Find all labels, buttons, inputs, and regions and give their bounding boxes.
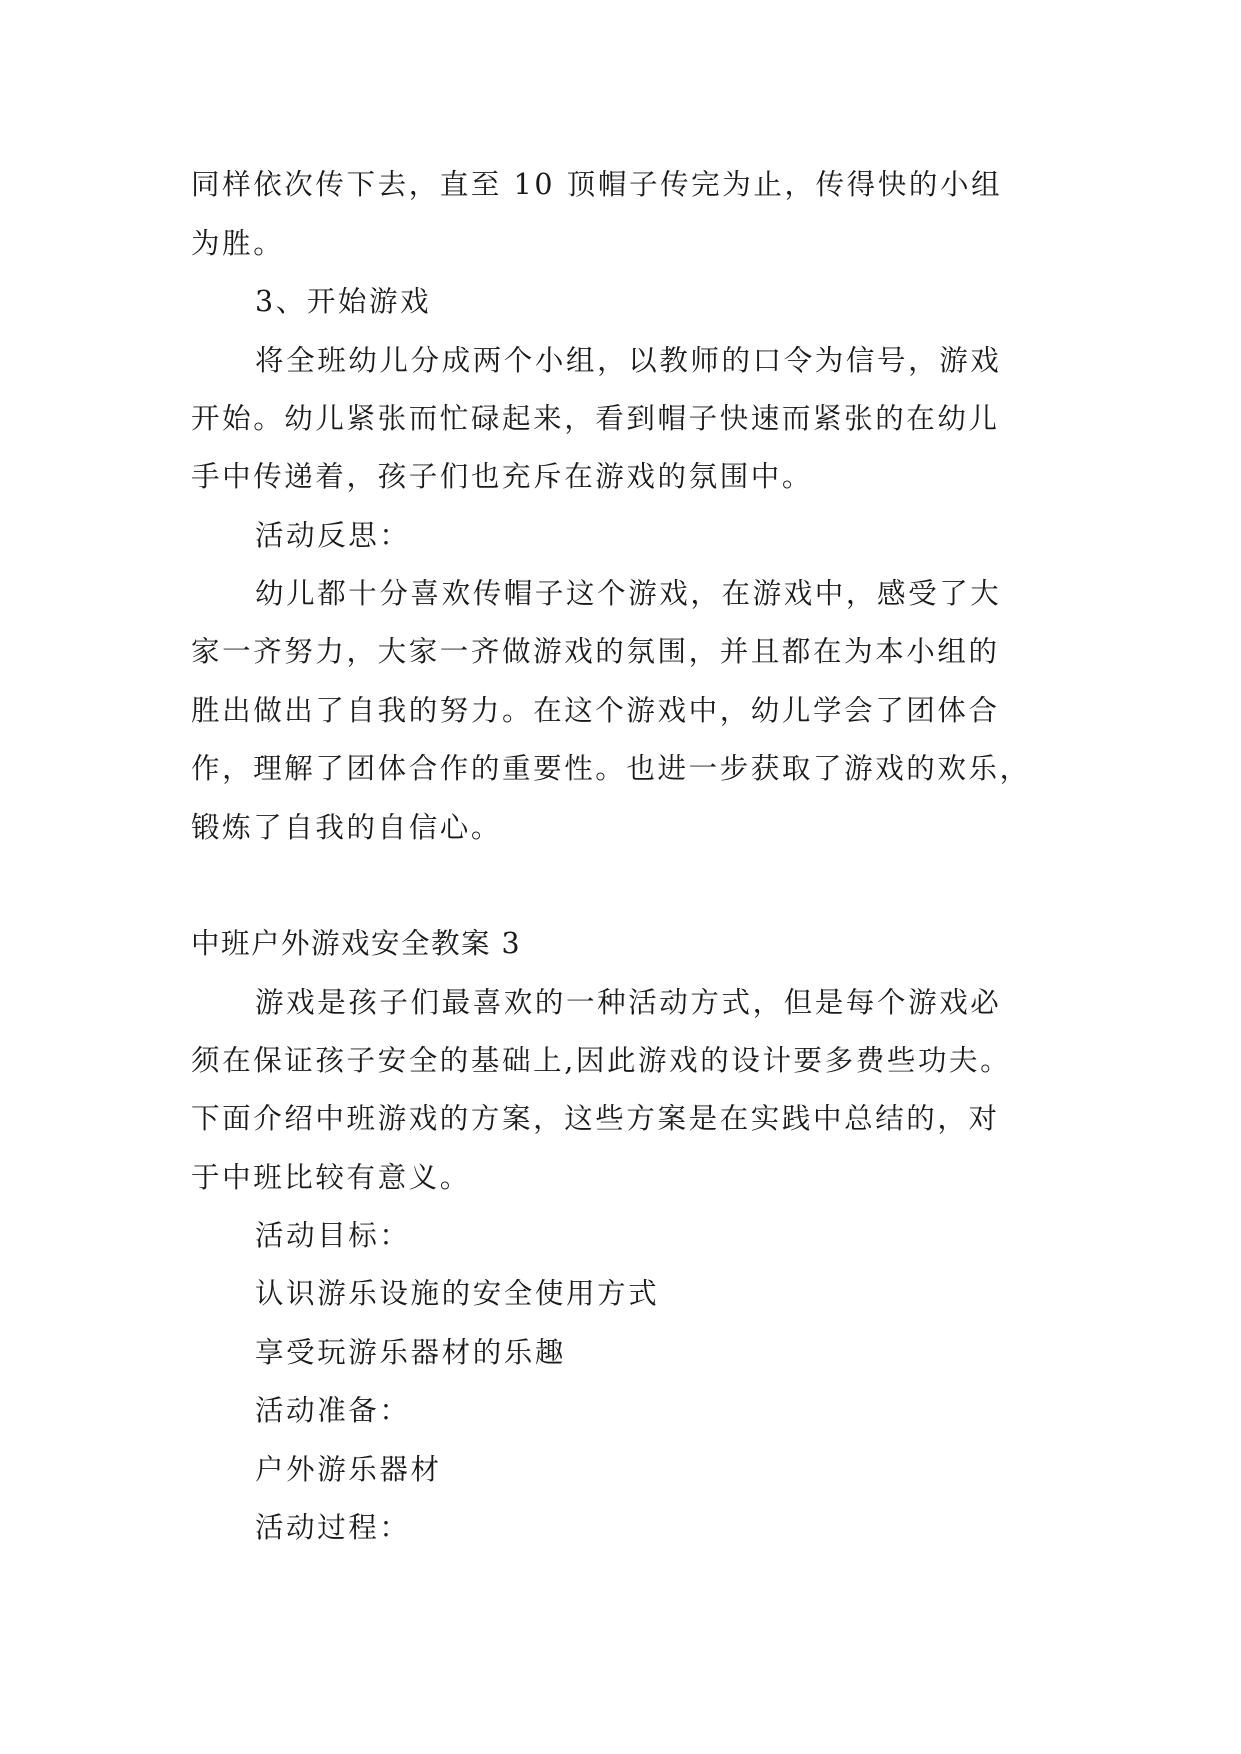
document-title: 中班户外游戏安全教案 3 — [191, 927, 522, 960]
paragraph-line: 同样依次传下去，直至 10 顶帽子传完为止，传得快的小组 — [191, 168, 1003, 201]
section-heading: 3、开始游戏 — [255, 285, 432, 318]
paragraph-line: 手中传递着，孩子们也充斥在游戏的氛围中。 — [191, 460, 814, 493]
paragraph-line: 幼儿都十分喜欢传帽子这个游戏，在游戏中，感受了大 — [255, 577, 1002, 610]
paragraph-line: 于中班比较有意义。 — [191, 1161, 471, 1194]
paragraph-line: 须在保证孩子安全的基础上,因此游戏的设计要多费些功夫。 — [191, 1044, 1012, 1077]
list-item: 认识游乐设施的安全使用方式 — [255, 1277, 660, 1310]
paragraph-line: 游戏是孩子们最喜欢的一种活动方式，但是每个游戏必 — [255, 986, 1002, 1019]
paragraph-line: 锻炼了自我的自信心。 — [191, 811, 503, 844]
paragraph-line: 将全班幼儿分成两个小组，以教师的口令为信号，游戏 — [255, 344, 1002, 377]
paragraph-line: 作，理解了团体合作的重要性。也进一步获取了游戏的欢乐， — [191, 752, 1031, 785]
section-heading: 活动目标： — [255, 1219, 411, 1252]
section-heading: 活动反思： — [255, 519, 411, 552]
paragraph-line: 开始。幼儿紧张而忙碌起来，看到帽子快速而紧张的在幼儿 — [191, 402, 1000, 435]
list-item: 户外游乐器材 — [255, 1453, 442, 1486]
paragraph-line: 下面介绍中班游戏的方案，这些方案是在实践中总结的，对 — [191, 1102, 1000, 1135]
section-heading: 活动过程： — [255, 1511, 411, 1544]
section-heading: 活动准备： — [255, 1394, 411, 1427]
list-item: 享受玩游乐器材的乐趣 — [255, 1336, 567, 1369]
paragraph-line: 胜出做出了自我的努力。在这个游戏中，幼儿学会了团体合 — [191, 694, 1000, 727]
paragraph-line: 为胜。 — [191, 227, 285, 260]
paragraph-line: 家一齐努力，大家一齐做游戏的氛围，并且都在为本小组的 — [191, 635, 1000, 668]
